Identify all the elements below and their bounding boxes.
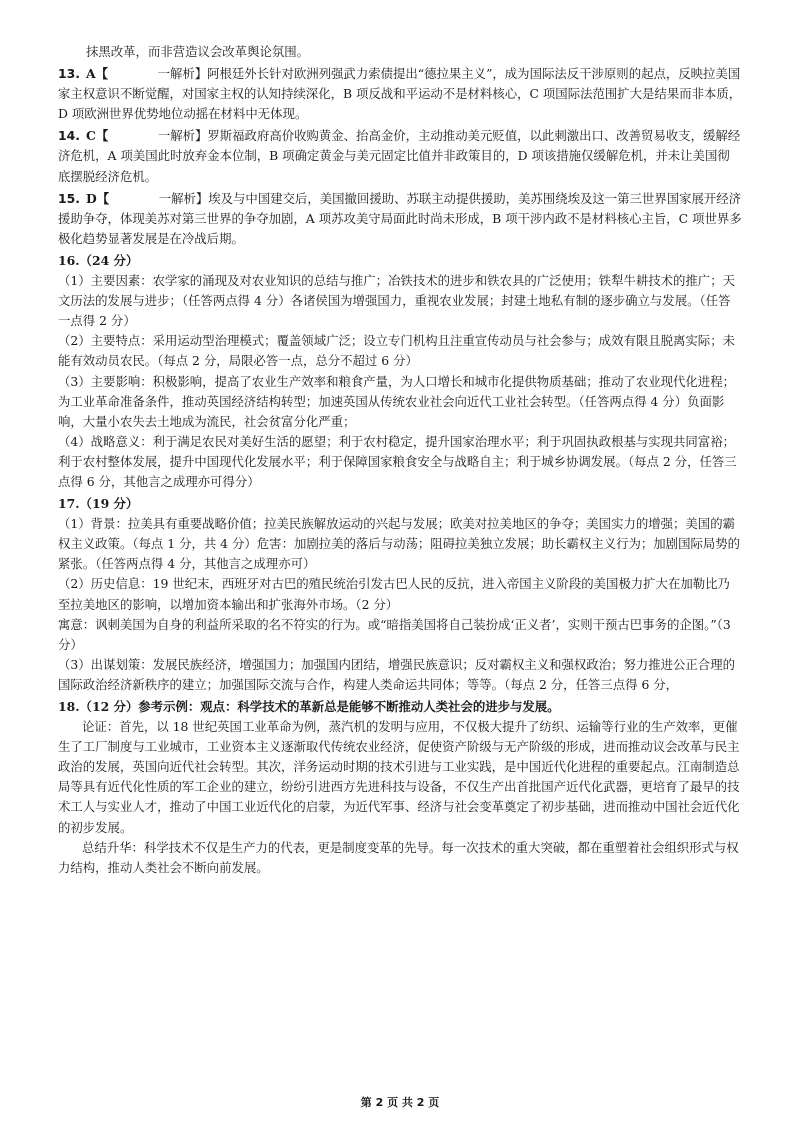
answer-part-1: （1）背景：拉美具有重要战略价值；拉美民族解放运动的兴起与发展；欧美对拉美地区的争夺；美国实力的增强；美国的霸权主义政策。（每点 1 分，共 4 分）危害：加剧拉美的落后与动荡；阻碍拉美独立发展；助长霸权主义行为；加剧国际局势的紧张。（任答两点得 4 分，其他言之成理亦可）: [58, 516, 741, 572]
question-explanation: 一解析】罗斯福政府高价收购黄金、抬高金价，主动推动美元贬值，以此刺激出口、改善贸易收支，缓解经济危机，A 项美国此时放弃金本位制，B 项确定黄金与美元固定比值并非政策目的，D 项该措施仅缓解危机，并未让美国彻底摆脱经济危机。: [58, 128, 741, 184]
conclusion-paragraph: 总结升华：科学技术不仅是生产力的代表，更是制度变革的先导。每一次技术的重大突破，都在重塑着社会组织形式与权力结构，推动人类社会不断向前发展。: [58, 839, 739, 875]
answer-key-content: [58, 0, 742, 878]
question-13: [58, 64, 742, 124]
question-number: 15.: [58, 190, 80, 206]
question-heading: 17.（19 分）: [58, 496, 139, 512]
question-16: [58, 251, 742, 492]
answer-part-1: （1）主要因素：农学家的涌现及对农业知识的总结与推广；冶铁技术的进步和铁农具的广泛使用；铁犁牛耕技术的推广；天文历法的发展与进步；（任答两点得 4 分）各诸侯国为增强国力，重视农业发展；封建土地私有制的逐步确立与发展。（任答一点得 2 分）: [58, 273, 735, 329]
question-explanation: 一解析】阿根廷外长针对欧洲列强武力索债提出“德拉果主义”，成为国际法反干涉原则的起点，反映拉美国家主权意识不断觉醒，对国家主权的认知持续深化，B 项反战和平运动不是材料核心，C 项国际法范围扩大是结果而非本质，D 项欧洲世界优势地位动摇在材料中无体现。: [58, 66, 742, 122]
answer-part-2: （2）历史信息：19 世纪末，西班牙对古巴的殖民统治引发古巴人民的反抗，进入帝国主义阶段的美国极力扩大在加勒比乃至拉美地区的影响，以增加资本输出和扩张海外市场。（2 分）: [58, 576, 730, 612]
answer-part-4: （4）战略意义：利于满足农民对美好生活的愿望；利于农村稳定，提升国家治理水平；利于巩固执政根基与实现共同富裕；利于农村整体发展，提升中国现代化发展水平；利于保障国家粮食安全与战略自主；利于城乡协调发展。（每点 2 分，任答三点得 6 分，其他言之成理亦可得分）: [58, 433, 737, 489]
question-heading: 18.（12 分）参考示例：观点：科学技术的革新总是能够不断推动人类社会的进步与发展。: [58, 699, 560, 714]
question-15: [58, 189, 742, 249]
question-explanation: 一解析】埃及与中国建交后，美国撤回援助、苏联主动提供援助，美苏围绕埃及这一第三世界国家展开经济援助争夺，体现美苏对第三世界的争夺加剧，A 项苏攻美守局面此时尚未形成，B 项干涉内政不是材料核心主旨，C 项世界多极化趋势显著发展是在冷战后期。: [58, 190, 742, 246]
page-footer: 第 2 页 共 2 页: [360, 1096, 440, 1109]
argument-paragraph: 论证：首先，以 18 世纪英国工业革命为例，蒸汽机的发明与应用，不仅极大提升了纺织、运输等行业的生产效率，更催生了工厂制度与工业城市，工业资本主义逐渐取代传统农业经济，促使资产阶级与无产阶级的形成，进而推动议会改革与民主政治的发展，英国向近代社会转型。其次，洋务运动时期的技术引进与工业实践，是中国近代化进程的重要起点。江南制造总局等具有近代化性质的军工企业的建立，纷纷引进西方先进科技与设备，不仅生产出首批国产近代化武器，更培育了最早的技术工人与实业人才，推动了中国工业近代化的启蒙，为近代军事、经济与社会变革奠定了初步基础，进而推动中国社会近代化的初步发展。: [58, 719, 740, 835]
question-14: [58, 126, 742, 186]
answer-part-3: （3）主要影响：积极影响，提高了农业生产效率和粮食产量，为人口增长和城市化提供物质基础；推动了农业现代化进程；为工业革命准备条件，推动英国经济结构转型；加速英国从传统农业社会向近代工业社会转型。（任答两点得 4 分）负面影响，大量小农失去土地成为流民，社会贫富分化严重；: [58, 373, 735, 429]
question-number: 13.: [58, 66, 80, 82]
question-answer: C【: [86, 128, 109, 144]
answer-part-2-meaning: 寓意：讽刺美国为自身的利益所采取的名不符实的行为。或“暗指美国将自己装扮成‘正义者’，实则干预古巴事务的企图。”（3 分）: [58, 616, 731, 652]
question-answer: A【: [86, 66, 109, 82]
carry-over-text: 抹黑改革，而非营造议会改革舆论氛围。: [86, 44, 310, 59]
question-answer: D【: [86, 190, 110, 206]
question-18: [58, 697, 742, 878]
question-heading: 16.（24 分）: [58, 252, 139, 268]
question-number: 14.: [58, 128, 80, 144]
answer-part-2: （2）主要特点：采用运动型治理模式；覆盖领域广泛；设立专门机构且注重宣传动员与社会参与；成效有限且脱离实际；未能有效动员农民。（每点 2 分，局限必答一点，总分不超过 6 分）: [58, 333, 735, 369]
question-17: [58, 494, 742, 695]
answer-part-3: （3）出谋划策：发展民族经济，增强国力；加强国内团结，增强民族意识；反对霸权主义和强权政治；努力推进公正合理的国际政治经济新秩序的建立；加强国际交流与合作，构建人类命运共同体；等等。（每点 2 分，任答三点得 6 分，: [58, 656, 735, 692]
